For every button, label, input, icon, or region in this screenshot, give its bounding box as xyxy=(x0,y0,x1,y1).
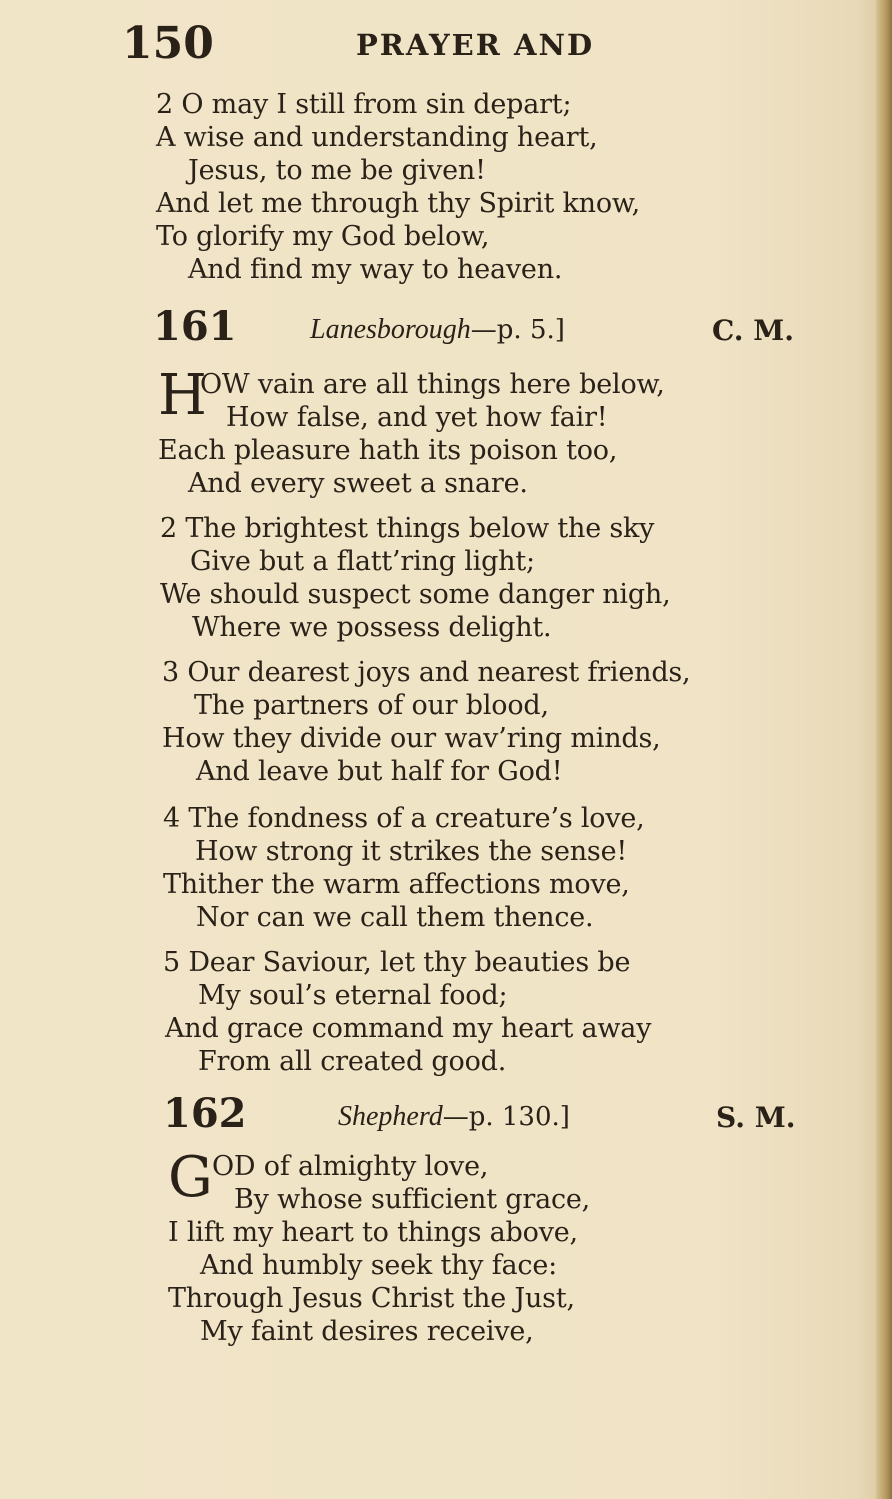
drop-cap: H xyxy=(158,363,207,428)
verse-line: By whose sufficient grace, xyxy=(234,1184,591,1215)
tune-reference xyxy=(338,1101,570,1133)
verse-line: From all created good. xyxy=(198,1046,507,1077)
verse-line: My soul’s eternal food; xyxy=(198,980,508,1011)
verse-line: The partners of our blood, xyxy=(194,690,549,721)
drop-cap: G xyxy=(168,1145,213,1210)
verse-line: To glorify my God below, xyxy=(156,221,490,252)
verse-line: 4 The fondness of a creature’s love, xyxy=(163,803,645,834)
verse-line: OW vain are all things here below, xyxy=(200,369,665,400)
verse-line: And every sweet a snare. xyxy=(188,468,528,499)
verse-line: 5 Dear Saviour, let thy beauties be xyxy=(163,947,631,978)
hymn-number: 162 xyxy=(163,1090,247,1137)
verse-line: Jesus, to me be given! xyxy=(188,155,486,186)
verse-line: A wise and understanding heart, xyxy=(156,122,598,153)
verse-line: How strong it strikes the sense! xyxy=(195,836,628,867)
verse-line: Nor can we call them thence. xyxy=(196,902,594,933)
page-edge xyxy=(876,0,892,1499)
tune-page-ref: —p. 130.] xyxy=(442,1102,570,1132)
verse-line: And leave but half for God! xyxy=(196,756,563,787)
verse-line: Each pleasure hath its poison too, xyxy=(158,435,618,466)
tune-reference xyxy=(310,314,565,346)
verse-line: 2 O may I still from sin depart; xyxy=(156,89,572,120)
verse-line: 2 The brightest things below the sky xyxy=(160,513,655,544)
verse-line: Where we possess delight. xyxy=(192,612,552,643)
tune-name: Shepherd xyxy=(338,1101,443,1132)
verse-line: And grace command my heart away xyxy=(165,1013,652,1044)
verse-line: Give but a flatt’ring light; xyxy=(190,546,535,577)
verse-line: I lift my heart to things above, xyxy=(168,1217,578,1248)
verse-line: Through Jesus Christ the Just, xyxy=(168,1283,575,1314)
meter-label: C. M. xyxy=(712,314,795,347)
verse-line: Thither the warm affections move, xyxy=(163,869,630,900)
running-title: PRAYER AND xyxy=(356,28,595,62)
hymn-number: 161 xyxy=(153,303,237,350)
page-number: 150 xyxy=(122,18,214,69)
verse-line: 3 Our dearest joys and nearest friends, xyxy=(162,657,691,688)
verse-line: How false, and yet how fair! xyxy=(226,402,608,433)
verse-line: My faint desires receive, xyxy=(200,1316,534,1347)
verse-line: And let me through thy Spirit know, xyxy=(156,188,640,219)
verse-line: OD of almighty love, xyxy=(212,1151,489,1182)
verse-line: And find my way to heaven. xyxy=(188,254,563,285)
meter-label: S. M. xyxy=(716,1101,796,1134)
verse-line: And humbly seek thy face: xyxy=(200,1250,558,1281)
verse-line: We should suspect some danger nigh, xyxy=(160,579,671,610)
tune-page-ref: —p. 5.] xyxy=(470,315,565,345)
tune-name: Lanesborough xyxy=(310,314,471,345)
verse-line: How they divide our wav’ring minds, xyxy=(162,723,661,754)
